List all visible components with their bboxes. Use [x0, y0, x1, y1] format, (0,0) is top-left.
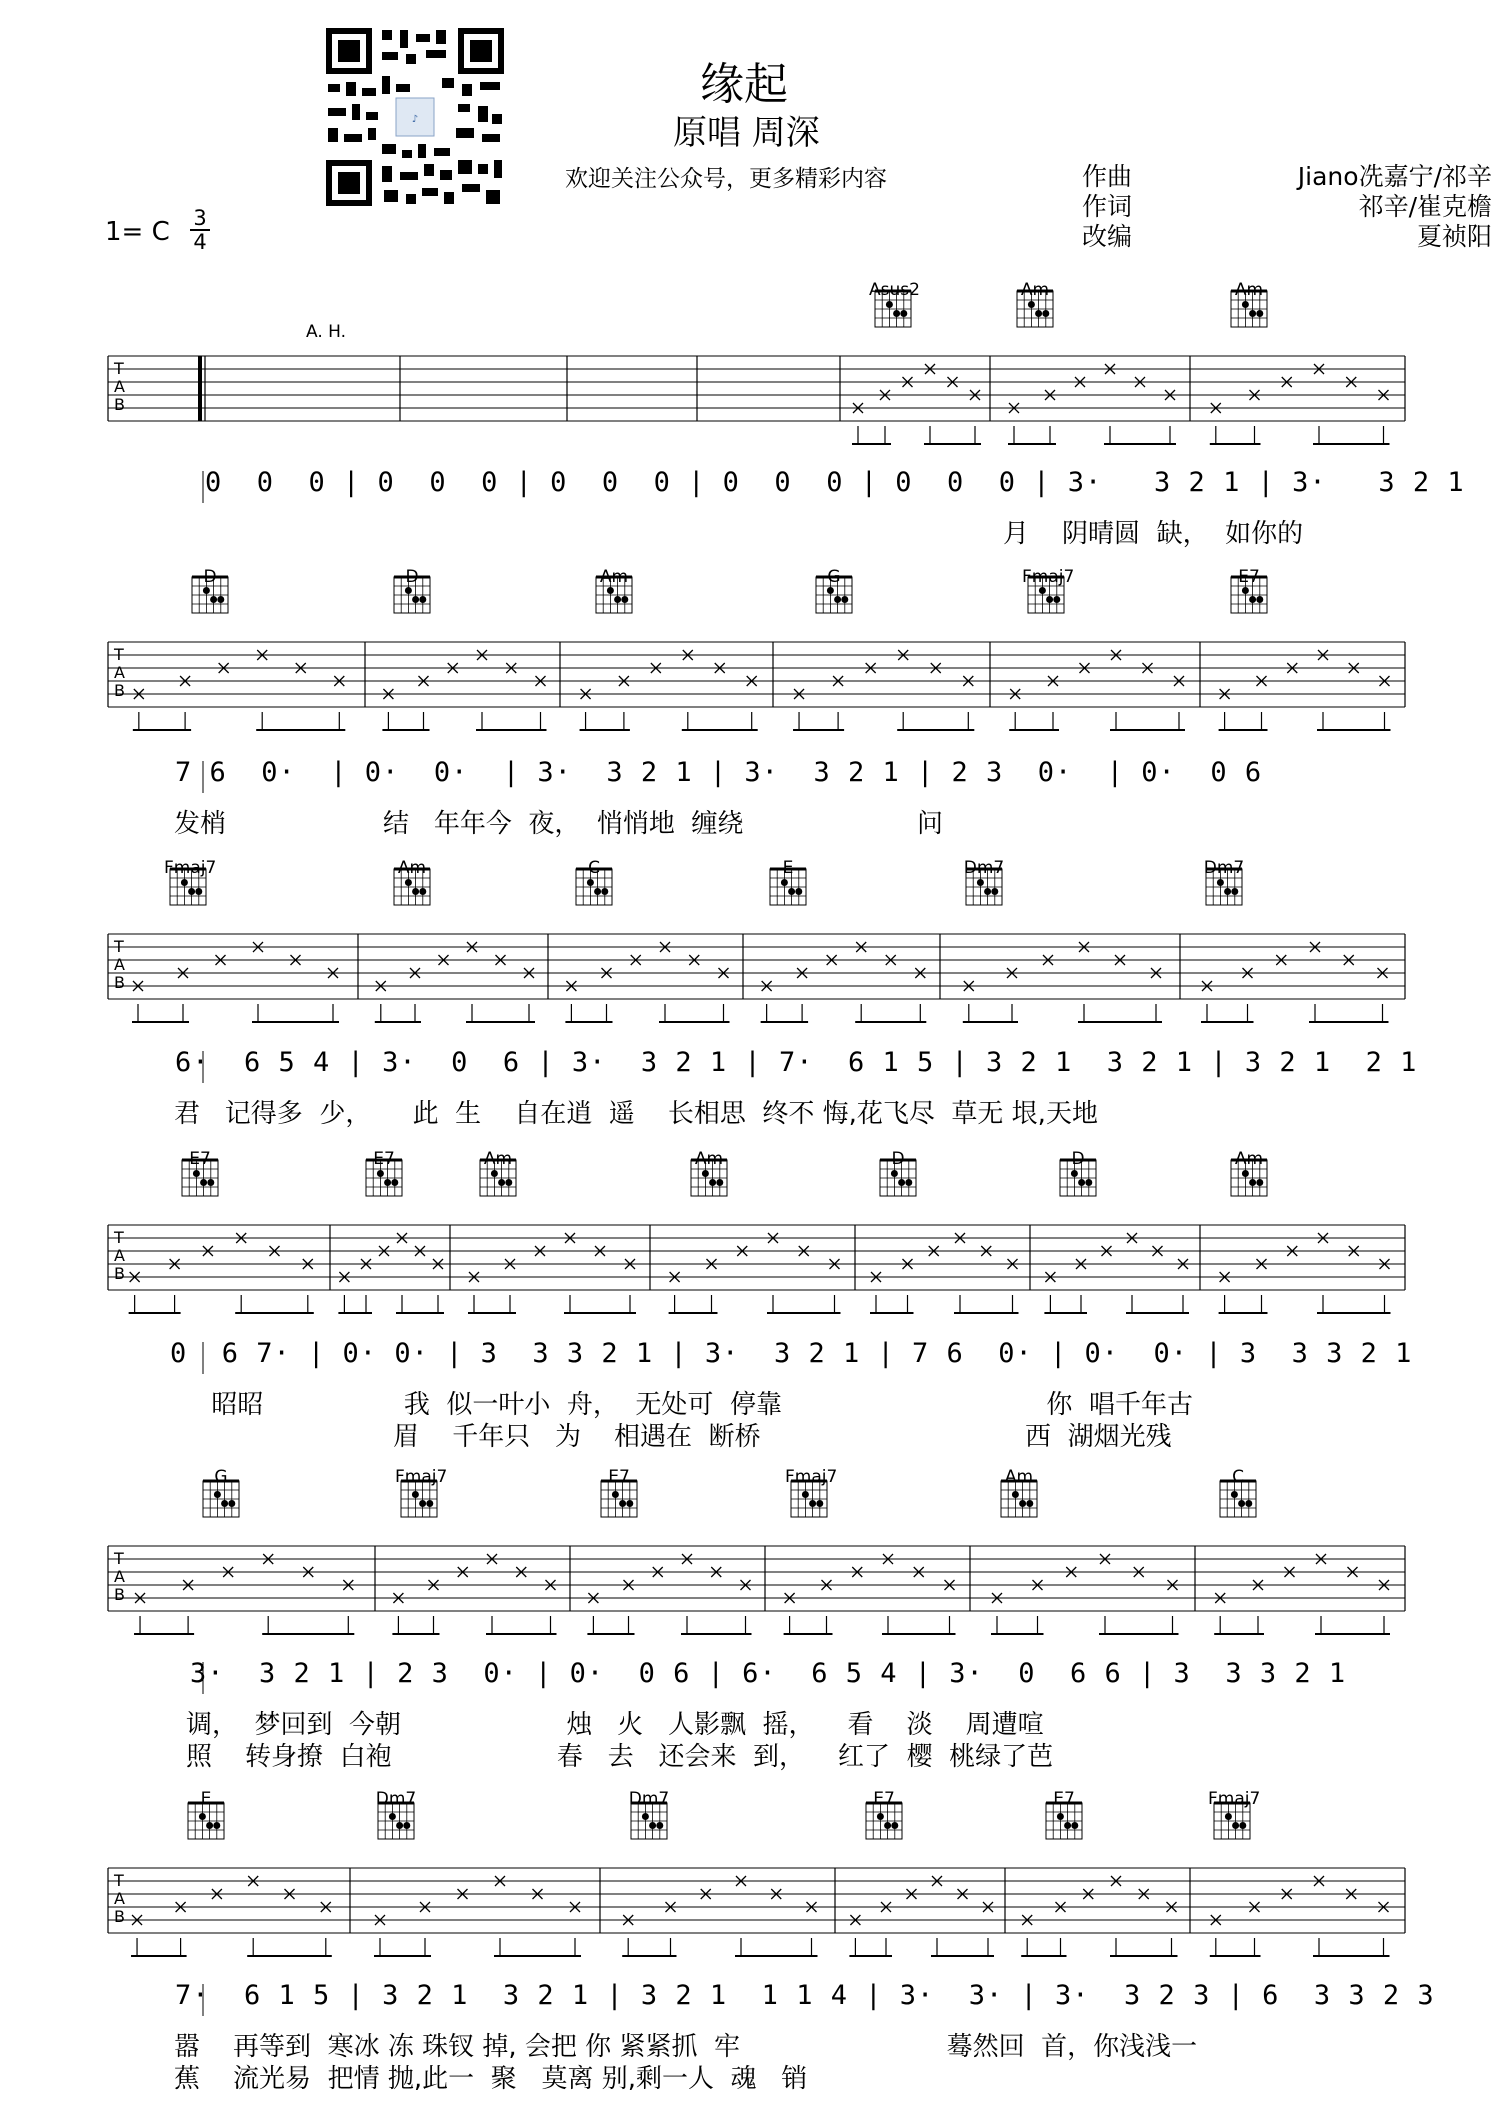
chord-finger-dot — [905, 1179, 912, 1186]
chord-finger-dot — [389, 1813, 396, 1820]
chord-name: D — [891, 1149, 905, 1169]
chord-finger-dot — [702, 1170, 709, 1177]
chord-finger-dot — [181, 879, 188, 886]
lyric-line: 眉 千年只 为 相遇在 断桥 西 湖烟光残 — [170, 1422, 1172, 1452]
chord-name: Am — [1234, 1149, 1264, 1169]
tab-clef-letter: B — [114, 1585, 125, 1604]
chord-finger-dot — [1064, 1822, 1071, 1829]
chord-finger-dot — [1035, 310, 1042, 317]
chord-finger-dot — [1012, 1491, 1019, 1498]
chord-finger-dot — [1028, 301, 1035, 308]
chord-name: Am — [1004, 1467, 1034, 1487]
credit-label: 改编 — [1082, 222, 1133, 251]
chord-finger-dot — [1256, 1179, 1263, 1186]
chord-finger-dot — [788, 888, 795, 895]
chord-name: Fmaj7 — [785, 1467, 838, 1487]
chord-name: E7 — [608, 1467, 630, 1487]
tab-clef-letter: T — [114, 1228, 124, 1247]
lyric-line: 嚣 再等到 寒冰 冻 珠钗 掉, 会把 你 紧紧抓 牢 蓦然回 首，你浅浅一 — [174, 2032, 1198, 2062]
chord-name: Am — [1234, 280, 1264, 300]
numbered-notation: 6· 6 5 4 | 3· 0 6 | 3· 3 2 1 | 7· 6 1 5 | 3 2 1 3 2 1 | 3 2 1 2 1 — [175, 1047, 1418, 1078]
chord-finger-dot — [1242, 301, 1249, 308]
chord-name: Fmaj7 — [164, 858, 217, 878]
chord-name: Am — [599, 567, 629, 587]
chord-finger-dot — [1249, 310, 1256, 317]
chord-finger-dot — [391, 1179, 398, 1186]
lyric-line: 调， 梦回到 今朝 烛 火 人影飘 摇， 看 淡 周遭喧 — [186, 1710, 1044, 1740]
chord-finger-dot — [228, 1500, 235, 1507]
tab-clef-letter: T — [114, 937, 124, 956]
chord-finger-dot — [1232, 1822, 1239, 1829]
numbered-notation: 0 0 0 | 0 0 0 | 0 0 0 | 0 0 0 | 0 0 0 | 3· 3 2 1 | 3· 3 2 1 — [205, 467, 1465, 498]
chord-finger-dot — [1231, 1491, 1238, 1498]
time-signature-top: 3 — [193, 206, 207, 230]
key-signature: 1= C — [105, 217, 170, 247]
chord-finger-dot — [1249, 1179, 1256, 1186]
chord-finger-dot — [384, 1179, 391, 1186]
chord-finger-dot — [426, 1500, 433, 1507]
chord-finger-dot — [977, 879, 984, 886]
tab-clef-letter: A — [114, 1567, 125, 1586]
chord-finger-dot — [203, 587, 210, 594]
chord-finger-dot — [195, 888, 202, 895]
chord-finger-dot — [809, 1500, 816, 1507]
lyric-line: 发梢 结 年年今 夜， 悄悄地 缠绕 问 — [174, 809, 943, 839]
chord-finger-dot — [1042, 310, 1049, 317]
chord-finger-dot — [1224, 888, 1231, 895]
chord-finger-dot — [405, 879, 412, 886]
chord-finger-dot — [612, 1491, 619, 1498]
chord-finger-dot — [614, 596, 621, 603]
chord-name: E7 — [1053, 1789, 1075, 1809]
tab-clef-letter: B — [114, 395, 125, 414]
chord-finger-dot — [1039, 587, 1046, 594]
original-singer: 原唱 周深 — [673, 113, 820, 153]
chord-finger-dot — [217, 596, 224, 603]
technique-label: A. H. — [306, 322, 347, 342]
song-title: 缘起 — [700, 59, 788, 110]
chord-name: Dm7 — [963, 858, 1005, 878]
chord-finger-dot — [886, 301, 893, 308]
chord-finger-dot — [781, 879, 788, 886]
chord-finger-dot — [213, 1822, 220, 1829]
chord-finger-dot — [1256, 310, 1263, 317]
chord-finger-dot — [505, 1179, 512, 1186]
chord-finger-dot — [991, 888, 998, 895]
chord-finger-dot — [1046, 596, 1053, 603]
credit-value: Jiano冼嘉宁/祁辛 — [1297, 162, 1492, 191]
chord-finger-dot — [1078, 1179, 1085, 1186]
chord-finger-dot — [626, 1500, 633, 1507]
chord-name: Dm7 — [375, 1789, 417, 1809]
tab-clef-letter: A — [114, 1246, 125, 1265]
chord-name: C — [588, 858, 600, 878]
chord-finger-dot — [594, 888, 601, 895]
credit-label: 作词 — [1082, 192, 1133, 221]
tab-clef-letter: T — [114, 645, 124, 664]
chord-finger-dot — [1242, 1170, 1249, 1177]
chord-name: C — [1232, 1467, 1244, 1487]
tab-clef-letter: A — [114, 1889, 125, 1908]
chord-finger-dot — [412, 1491, 419, 1498]
chord-finger-dot — [893, 310, 900, 317]
chord-finger-dot — [1053, 596, 1060, 603]
chord-finger-dot — [1071, 1822, 1078, 1829]
chord-finger-dot — [188, 888, 195, 895]
chord-finger-dot — [1239, 1822, 1246, 1829]
chord-name: Am — [694, 1149, 724, 1169]
chord-name: Am — [483, 1149, 513, 1169]
chord-finger-dot — [619, 1500, 626, 1507]
chord-name: E — [782, 858, 794, 878]
chord-finger-dot — [221, 1500, 228, 1507]
chord-finger-dot — [802, 1491, 809, 1498]
chord-name: E7 — [1238, 567, 1260, 587]
tab-clef-letter: B — [114, 1264, 125, 1283]
chord-finger-dot — [891, 1170, 898, 1177]
chord-finger-dot — [1245, 1500, 1252, 1507]
chord-finger-dot — [884, 1822, 891, 1829]
tab-clef-letter: A — [114, 377, 125, 396]
credit-value: 夏祯阳 — [1416, 222, 1492, 251]
chord-finger-dot — [1242, 587, 1249, 594]
chord-name: E7 — [189, 1149, 211, 1169]
tab-clef-letter: A — [114, 955, 125, 974]
chord-name: Fmaj7 — [1208, 1789, 1261, 1809]
numbered-notation: 7 6 0· | 0· 0· | 3· 3 2 1 | 3· 3 2 1 | 2 3 0· | 0· 0 6 — [175, 757, 1263, 788]
chord-finger-dot — [491, 1170, 498, 1177]
chord-finger-dot — [206, 1822, 213, 1829]
chord-name: Fmaj7 — [395, 1467, 448, 1487]
chord-finger-dot — [649, 1822, 656, 1829]
chord-name: D — [203, 567, 217, 587]
chord-finger-dot — [877, 1813, 884, 1820]
chord-name: D — [1071, 1149, 1085, 1169]
chord-finger-dot — [193, 1170, 200, 1177]
chord-finger-dot — [419, 596, 426, 603]
chord-finger-dot — [841, 596, 848, 603]
chord-name: Am — [1020, 280, 1050, 300]
tab-clef-letter: T — [114, 1549, 124, 1568]
chord-finger-dot — [795, 888, 802, 895]
numbered-notation: 0 6 7· | 0· 0· | 3 3 3 2 1 | 3· 3 2 1 | 7 6 0· | 0· 0· | 3 3 3 2 1 — [170, 1338, 1413, 1369]
chord-finger-dot — [601, 888, 608, 895]
chord-name: Asus2 — [869, 280, 920, 300]
chord-finger-dot — [200, 1179, 207, 1186]
svg-text:♪: ♪ — [411, 114, 419, 125]
chord-name: E — [200, 1789, 212, 1809]
lyric-line: 蕉 流光易 把情 抛,此一 聚 莫离 别,剩一人 魂 销 — [174, 2064, 808, 2094]
chord-name: Am — [397, 858, 427, 878]
chord-name: D — [405, 567, 419, 587]
chord-finger-dot — [716, 1179, 723, 1186]
lyric-line: 月 阴晴圆 缺， 如你的 — [1003, 519, 1304, 549]
chord-finger-dot — [898, 1179, 905, 1186]
chord-finger-dot — [984, 888, 991, 895]
tab-clef-letter: B — [114, 681, 125, 700]
chord-finger-dot — [1019, 1500, 1026, 1507]
chord-name: E7 — [873, 1789, 895, 1809]
tab-clef-letter: A — [114, 663, 125, 682]
chord-finger-dot — [1256, 596, 1263, 603]
chord-finger-dot — [419, 888, 426, 895]
chord-finger-dot — [900, 310, 907, 317]
lyric-line: 照 转身撩 白袍 春 去 还会来 到， 红了 樱 桃绿了芭 — [186, 1742, 1054, 1772]
chord-finger-dot — [1238, 1500, 1245, 1507]
chord-finger-dot — [1225, 1813, 1232, 1820]
chord-finger-dot — [621, 596, 628, 603]
chord-finger-dot — [498, 1179, 505, 1186]
credit-label: 作曲 — [1082, 162, 1133, 191]
chord-finger-dot — [642, 1813, 649, 1820]
chord-finger-dot — [1231, 888, 1238, 895]
chord-name: G — [827, 567, 841, 587]
chord-finger-dot — [377, 1170, 384, 1177]
tab-clef-letter: T — [114, 1871, 124, 1890]
chord-finger-dot — [396, 1822, 403, 1829]
chord-finger-dot — [891, 1822, 898, 1829]
chord-finger-dot — [1026, 1500, 1033, 1507]
chord-finger-dot — [210, 596, 217, 603]
chord-finger-dot — [412, 596, 419, 603]
tab-clef-letter: B — [114, 1907, 125, 1926]
chord-finger-dot — [1085, 1179, 1092, 1186]
chord-name: E7 — [373, 1149, 395, 1169]
chord-finger-dot — [412, 888, 419, 895]
chord-name: Dm7 — [1203, 858, 1245, 878]
chord-finger-dot — [1249, 596, 1256, 603]
lyric-line: 君 记得多 少， 此 生 自在逍 遥 长相思 终不 悔,花飞尽 草无 垠,天地 — [174, 1099, 1098, 1129]
numbered-notation: 7· 6 1 5 | 3 2 1 3 2 1 | 3 2 1 1 1 4 | 3· 3· | 3· 3 2 3 | 6 3 3 2 3 — [175, 1980, 1435, 2011]
chord-name: Dm7 — [628, 1789, 670, 1809]
chord-finger-dot — [1217, 879, 1224, 886]
chord-finger-dot — [607, 587, 614, 594]
chord-finger-dot — [587, 879, 594, 886]
chord-finger-dot — [1071, 1170, 1078, 1177]
chord-finger-dot — [827, 587, 834, 594]
tab-clef-letter: T — [114, 359, 124, 378]
time-signature-bottom: 4 — [193, 230, 207, 254]
lyric-line: 昭昭 我 似一叶小 舟， 无处可 停靠 你 唱千年古 — [170, 1390, 1193, 1420]
chord-finger-dot — [207, 1179, 214, 1186]
chord-finger-dot — [405, 587, 412, 594]
chord-finger-dot — [214, 1491, 221, 1498]
chord-finger-dot — [709, 1179, 716, 1186]
chord-finger-dot — [816, 1500, 823, 1507]
chord-finger-dot — [199, 1813, 206, 1820]
chord-name: G — [214, 1467, 228, 1487]
credit-value: 祁辛/崔克檐 — [1358, 192, 1492, 221]
chord-finger-dot — [656, 1822, 663, 1829]
tab-clef-letter: B — [114, 973, 125, 992]
numbered-notation: 3· 3 2 1 | 2 3 0· | 0· 0 6 | 6· 6 5 4 | 3· 0 6 6 | 3 3 3 2 1 — [190, 1658, 1347, 1689]
promo-text: 欢迎关注公众号，更多精彩内容 — [565, 166, 887, 192]
chord-finger-dot — [1057, 1813, 1064, 1820]
chord-name: Fmaj7 — [1022, 567, 1075, 587]
chord-finger-dot — [403, 1822, 410, 1829]
chord-finger-dot — [834, 596, 841, 603]
chord-finger-dot — [419, 1500, 426, 1507]
